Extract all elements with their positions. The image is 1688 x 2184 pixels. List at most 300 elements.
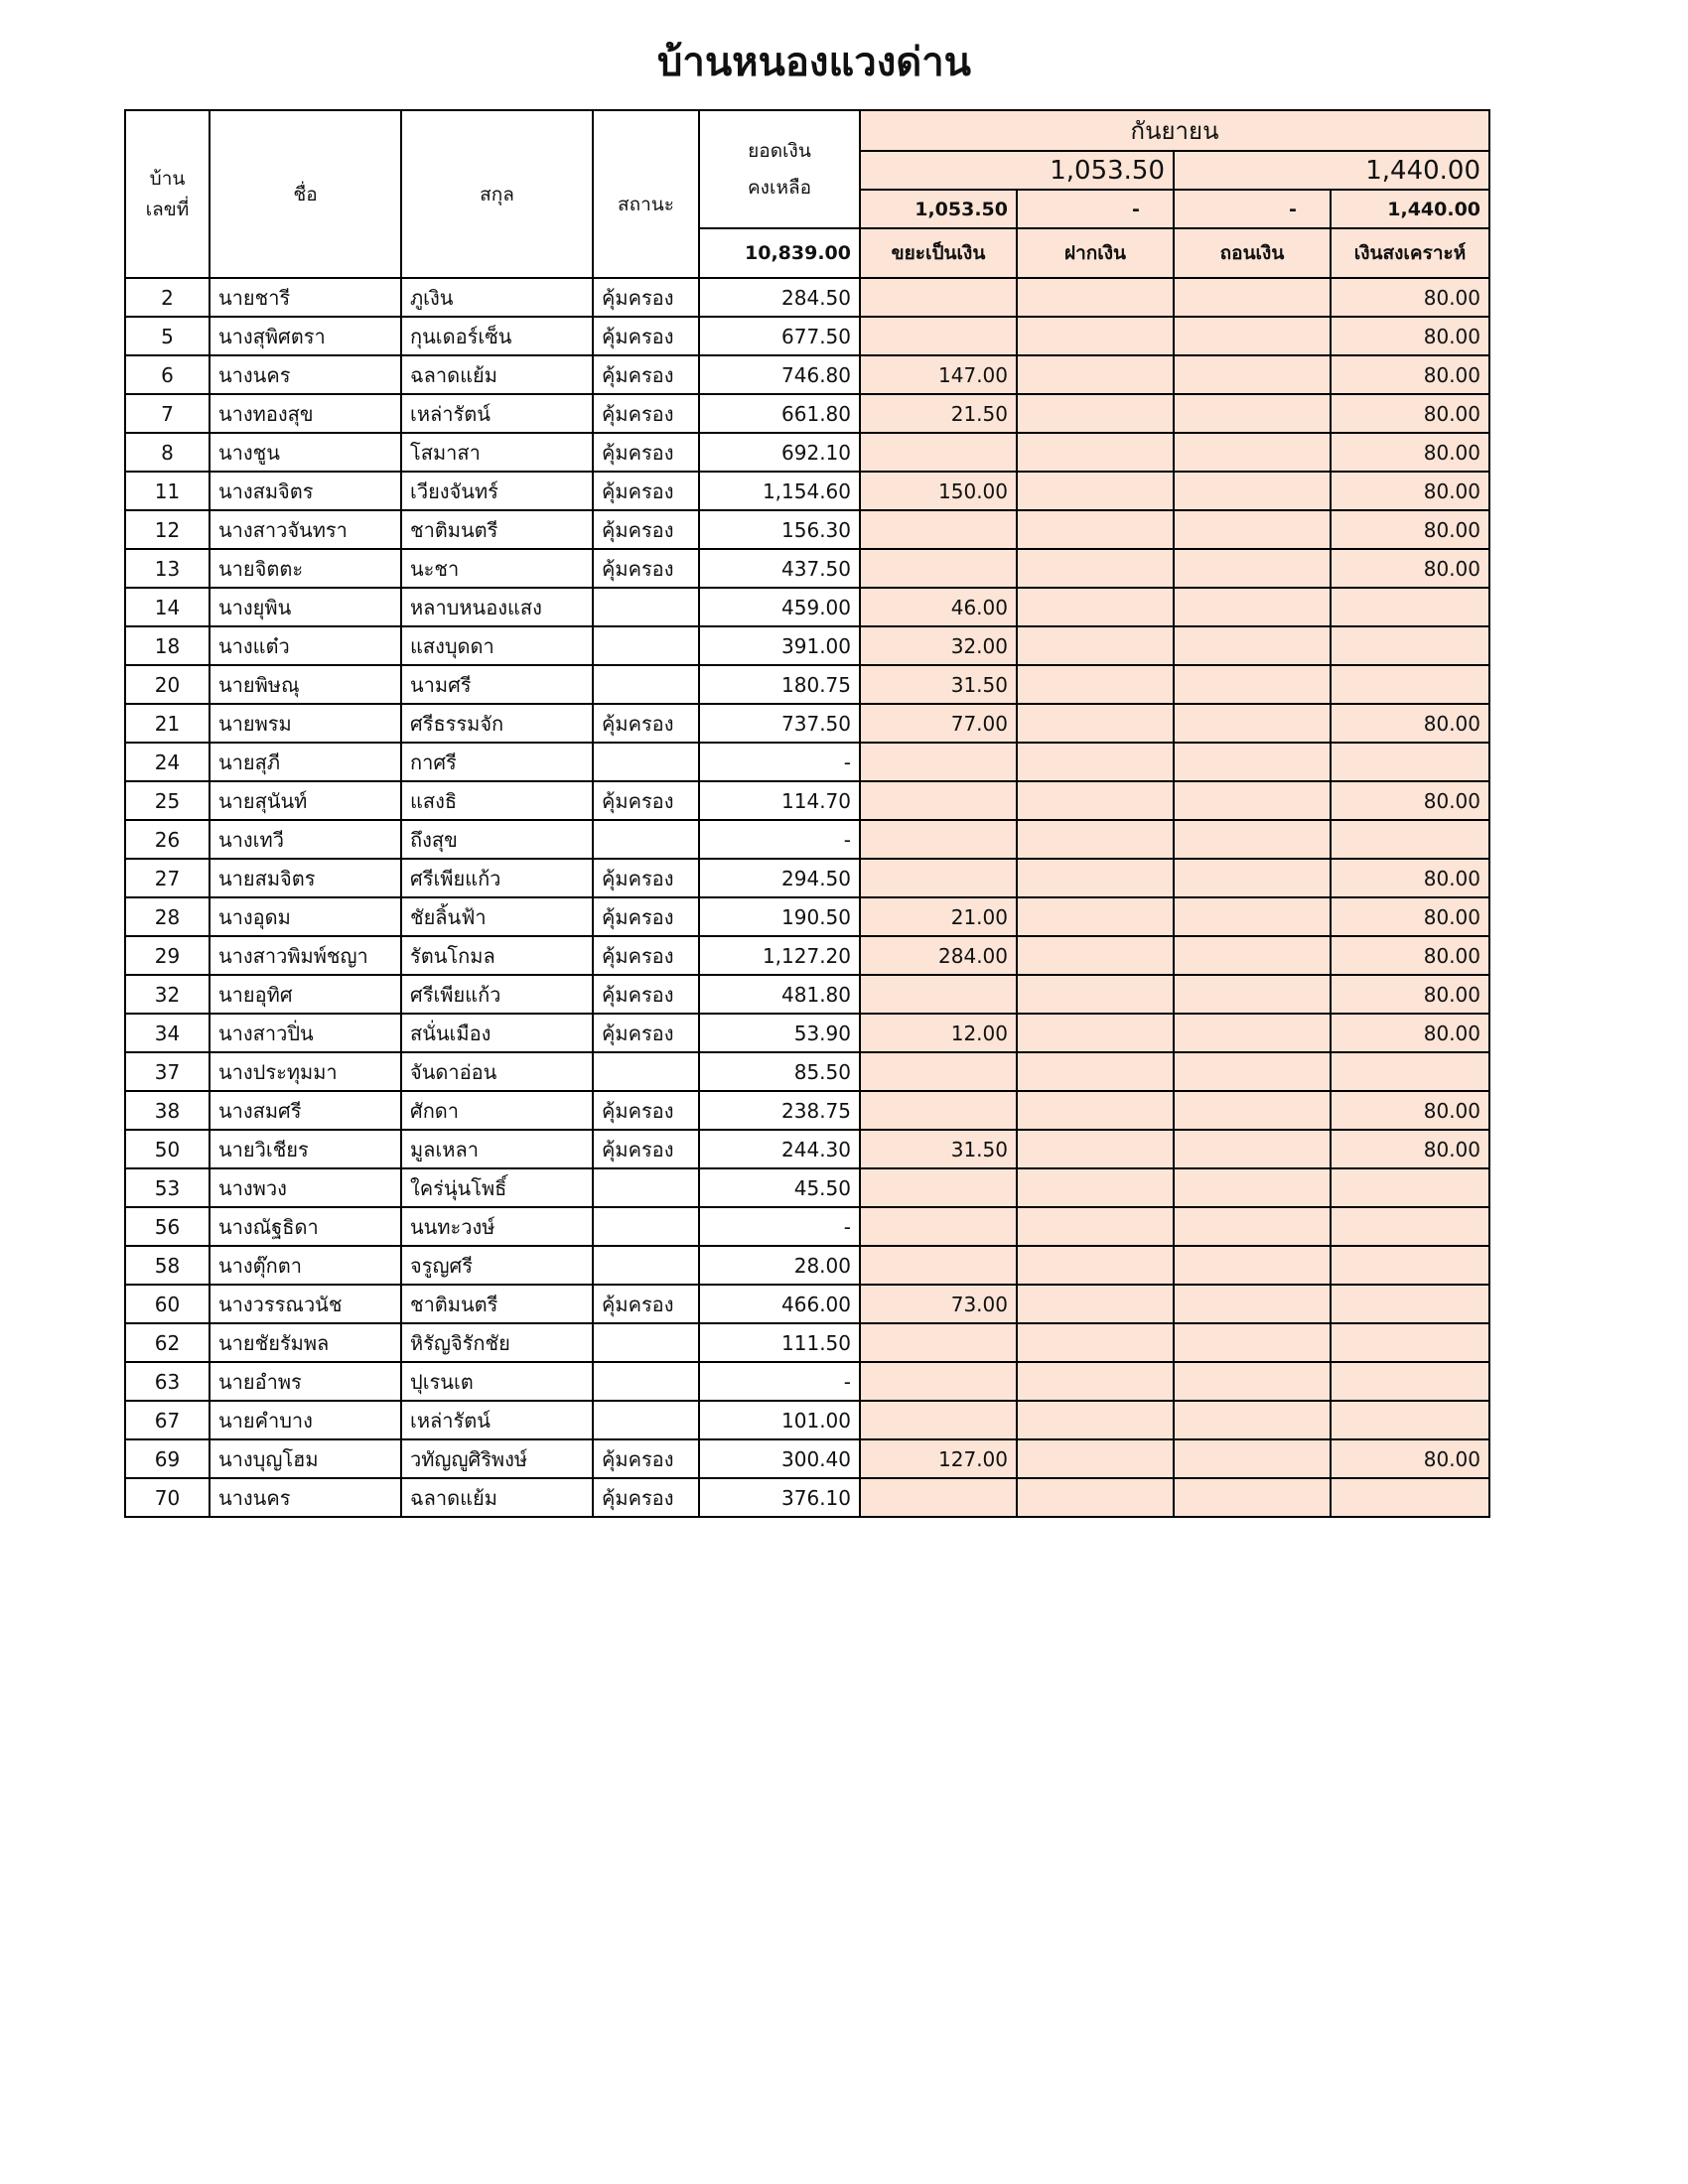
house-no: 63 [125,1362,210,1401]
member-name: นายคำบาง [210,1401,401,1439]
member-status: คุ้มครอง [593,394,699,433]
waste-amount: 31.50 [860,1130,1017,1168]
deposit-amount [1017,820,1174,859]
deposit-amount [1017,1130,1174,1168]
house-no: 6 [125,355,210,394]
house-no: 13 [125,549,210,588]
table-row [125,626,1489,665]
balance: 85.50 [699,1052,860,1091]
deposit-amount [1017,549,1174,588]
table-row [125,1168,1489,1207]
member-status: คุ้มครอง [593,1130,699,1168]
balance: - [699,1207,860,1246]
waste-amount: 150.00 [860,472,1017,510]
balance: 737.50 [699,704,860,743]
member-surname: เวียงจันทร์ [401,472,593,510]
waste-amount: 284.00 [860,936,1017,975]
sub-total-welfare: 1,440.00 [1331,190,1489,228]
member-status: คุ้มครอง [593,975,699,1014]
header-deposit: ฝากเงิน [1017,228,1174,278]
member-name: นางอุดม [210,897,401,936]
house-no: 25 [125,781,210,820]
member-status [593,626,699,665]
member-name: นายอุทิศ [210,975,401,1014]
welfare-amount: 80.00 [1331,1091,1489,1130]
member-surname: ชาติมนตรี [401,510,593,549]
header-balance: ยอดเงิน คงเหลือ [699,110,860,228]
waste-amount: 147.00 [860,355,1017,394]
header-surname: สกุล [401,110,593,278]
member-status [593,1207,699,1246]
balance: 28.00 [699,1246,860,1285]
house-no: 56 [125,1207,210,1246]
waste-amount: 31.50 [860,665,1017,704]
member-name: นางสาวพิมพ์ชญา [210,936,401,975]
waste-amount: 46.00 [860,588,1017,626]
member-status: คุ้มครอง [593,549,699,588]
member-name: นางแต๋ว [210,626,401,665]
balance: 294.50 [699,859,860,897]
member-name: นางชูน [210,433,401,472]
table-row [125,1401,1489,1439]
balance: 101.00 [699,1401,860,1439]
balance: 391.00 [699,626,860,665]
header-month: กันยายน [860,110,1489,151]
house-no: 12 [125,510,210,549]
table-row [125,704,1489,743]
deposit-amount [1017,975,1174,1014]
member-name: นายสมจิตร [210,859,401,897]
member-status: คุ้มครอง [593,1091,699,1130]
house-no: 26 [125,820,210,859]
deposit-amount [1017,588,1174,626]
member-surname: ปุเรนเต [401,1362,593,1401]
member-status: คุ้มครอง [593,1439,699,1478]
member-status [593,1052,699,1091]
balance-total: 10,839.00 [699,228,860,278]
waste-amount [860,859,1017,897]
balance: 481.80 [699,975,860,1014]
member-name: นางประทุมมา [210,1052,401,1091]
sub-total-waste: 1,053.50 [860,190,1017,228]
member-surname: ศรีเพียแก้ว [401,975,593,1014]
member-name: นายวิเชียร [210,1130,401,1168]
house-no: 53 [125,1168,210,1207]
table-row [125,1052,1489,1091]
welfare-amount: 80.00 [1331,897,1489,936]
member-surname: หลาบหนองแสง [401,588,593,626]
balance: 437.50 [699,549,860,588]
withdraw-amount [1174,1401,1331,1439]
member-surname: กุนเดอร์เซ็น [401,317,593,355]
deposit-amount [1017,897,1174,936]
table-row [125,897,1489,936]
waste-amount [860,975,1017,1014]
deposit-amount [1017,472,1174,510]
balance: 238.75 [699,1091,860,1130]
withdraw-amount [1174,1478,1331,1517]
table-row [125,936,1489,975]
member-name: นางสมจิตร [210,472,401,510]
member-surname: กาศรี [401,743,593,781]
header-house-no: บ้าน เลขที่ [125,110,210,278]
withdraw-amount [1174,1168,1331,1207]
member-surname: นนทะวงษ์ [401,1207,593,1246]
header-welfare: เงินสงเคราะห์ [1331,228,1489,278]
balance: 692.10 [699,433,860,472]
house-no: 32 [125,975,210,1014]
deposit-amount [1017,704,1174,743]
house-no: 21 [125,704,210,743]
member-surname: ชาติมนตรี [401,1285,593,1323]
member-name: นางสาวปิ่น [210,1014,401,1052]
member-name: นางสาวจันทรา [210,510,401,549]
waste-amount [860,1362,1017,1401]
member-surname: หิรัญจิรักชัย [401,1323,593,1362]
member-surname: มูลเหลา [401,1130,593,1168]
welfare-amount: 80.00 [1331,278,1489,317]
member-surname: นะชา [401,549,593,588]
withdraw-amount [1174,1207,1331,1246]
waste-amount [860,549,1017,588]
withdraw-amount [1174,472,1331,510]
header-name: ชื่อ [210,110,401,278]
welfare-amount [1331,588,1489,626]
member-status [593,665,699,704]
balance: 284.50 [699,278,860,317]
member-surname: โสมาสา [401,433,593,472]
welfare-amount: 80.00 [1331,355,1489,394]
waste-amount: 32.00 [860,626,1017,665]
withdraw-amount [1174,1323,1331,1362]
welfare-amount: 80.00 [1331,433,1489,472]
balance: 114.70 [699,781,860,820]
balance: 244.30 [699,1130,860,1168]
table-row [125,1285,1489,1323]
welfare-amount [1331,1207,1489,1246]
withdraw-amount [1174,897,1331,936]
balance: 466.00 [699,1285,860,1323]
deposit-amount [1017,626,1174,665]
house-no: 60 [125,1285,210,1323]
waste-amount [860,510,1017,549]
waste-amount [860,1401,1017,1439]
member-status [593,1246,699,1285]
withdraw-amount [1174,1052,1331,1091]
member-status [593,1323,699,1362]
member-status: คุ้มครอง [593,278,699,317]
member-status: คุ้มครอง [593,781,699,820]
welfare-amount: 80.00 [1331,936,1489,975]
withdraw-amount [1174,626,1331,665]
member-status [593,743,699,781]
deposit-amount [1017,1052,1174,1091]
balance: 1,127.20 [699,936,860,975]
deposit-amount [1017,1285,1174,1323]
balance: 111.50 [699,1323,860,1362]
welfare-amount [1331,626,1489,665]
member-surname: ฉลาดแย้ม [401,355,593,394]
member-surname: จรูญศรี [401,1246,593,1285]
waste-amount: 127.00 [860,1439,1017,1478]
member-surname: ถึงสุข [401,820,593,859]
sub-total-withdraw: - [1174,190,1331,228]
table-row [125,278,1489,317]
house-no: 58 [125,1246,210,1285]
member-status: คุ้มครอง [593,472,699,510]
member-surname: รัตนโกมล [401,936,593,975]
withdraw-amount [1174,1439,1331,1478]
member-status: คุ้มครอง [593,433,699,472]
member-name: นายชารี [210,278,401,317]
house-no: 38 [125,1091,210,1130]
withdraw-amount [1174,317,1331,355]
welfare-amount: 80.00 [1331,510,1489,549]
member-status [593,1362,699,1401]
table-row [125,433,1489,472]
waste-amount [860,1323,1017,1362]
house-no: 2 [125,278,210,317]
welfare-amount: 80.00 [1331,317,1489,355]
withdraw-amount [1174,781,1331,820]
member-name: นางสุพิศตรา [210,317,401,355]
balance: 661.80 [699,394,860,433]
welfare-amount [1331,1052,1489,1091]
member-name: นางนคร [210,355,401,394]
withdraw-amount [1174,975,1331,1014]
sub-total-deposit: - [1017,190,1174,228]
welfare-amount [1331,1168,1489,1207]
withdraw-amount [1174,1014,1331,1052]
welfare-amount [1331,1401,1489,1439]
member-surname: ศรีเพียแก้ว [401,859,593,897]
table-row [125,394,1489,433]
house-no: 37 [125,1052,210,1091]
withdraw-amount [1174,588,1331,626]
member-name: นางณัฐธิดา [210,1207,401,1246]
balance: 180.75 [699,665,860,704]
member-status [593,1401,699,1439]
balance: 45.50 [699,1168,860,1207]
member-status: คุ้มครอง [593,897,699,936]
deposit-amount [1017,859,1174,897]
member-surname: วทัญญูศิริพงษ์ [401,1439,593,1478]
member-name: นางวรรณวนัช [210,1285,401,1323]
welfare-amount [1331,1478,1489,1517]
member-name: นางนคร [210,1478,401,1517]
house-no: 67 [125,1401,210,1439]
member-status: คุ้มครอง [593,1478,699,1517]
house-no: 14 [125,588,210,626]
withdraw-amount [1174,433,1331,472]
welfare-amount: 80.00 [1331,704,1489,743]
waste-amount [860,317,1017,355]
balance: 746.80 [699,355,860,394]
withdraw-amount [1174,665,1331,704]
house-no: 27 [125,859,210,897]
member-surname: ศรีธรรมจัก [401,704,593,743]
member-surname: แสงธิ [401,781,593,820]
welfare-amount: 80.00 [1331,394,1489,433]
group-total-2: 1,440.00 [1174,151,1489,190]
deposit-amount [1017,278,1174,317]
member-status: คุ้มครอง [593,859,699,897]
member-status [593,1168,699,1207]
waste-amount: 21.50 [860,394,1017,433]
welfare-amount [1331,1362,1489,1401]
member-name: นายพรม [210,704,401,743]
balance: 156.30 [699,510,860,549]
member-surname: เหล่ารัตน์ [401,394,593,433]
member-name: นางพวง [210,1168,401,1207]
member-surname: จันดาอ่อน [401,1052,593,1091]
house-no: 50 [125,1130,210,1168]
withdraw-amount [1174,1246,1331,1285]
house-no: 5 [125,317,210,355]
waste-amount: 73.00 [860,1285,1017,1323]
table-row [125,1323,1489,1362]
house-no: 8 [125,433,210,472]
welfare-amount [1331,743,1489,781]
withdraw-amount [1174,278,1331,317]
member-name: นายชัยรัมพล [210,1323,401,1362]
withdraw-amount [1174,355,1331,394]
header-withdraw: ถอนเงิน [1174,228,1331,278]
table-row [125,781,1489,820]
waste-amount [860,1091,1017,1130]
waste-amount: 21.00 [860,897,1017,936]
house-no: 69 [125,1439,210,1478]
table-row [125,1207,1489,1246]
member-status: คุ้มครอง [593,1285,699,1323]
deposit-amount [1017,1207,1174,1246]
welfare-amount [1331,665,1489,704]
welfare-amount: 80.00 [1331,781,1489,820]
balance: 53.90 [699,1014,860,1052]
house-no: 24 [125,743,210,781]
welfare-amount [1331,1246,1489,1285]
table-row [125,588,1489,626]
table-row [125,859,1489,897]
member-name: นายพิษณุ [210,665,401,704]
table-row [125,1246,1489,1285]
deposit-amount [1017,1323,1174,1362]
withdraw-amount [1174,549,1331,588]
member-status: คุ้มครอง [593,1014,699,1052]
waste-amount: 77.00 [860,704,1017,743]
header-waste: ขยะเป็นเงิน [860,228,1017,278]
welfare-amount: 80.00 [1331,859,1489,897]
header-status: สถานะ [593,110,699,278]
deposit-amount [1017,1401,1174,1439]
member-surname: ฉลาดแย้ม [401,1478,593,1517]
withdraw-amount [1174,704,1331,743]
house-no: 29 [125,936,210,975]
welfare-amount [1331,1285,1489,1323]
withdraw-amount [1174,1091,1331,1130]
member-name: นางยุพิน [210,588,401,626]
member-status [593,588,699,626]
waste-amount [860,820,1017,859]
table-row [125,1478,1489,1517]
balance: 459.00 [699,588,860,626]
member-name: นายสุนันท์ [210,781,401,820]
table-row [125,665,1489,704]
withdraw-amount [1174,1285,1331,1323]
withdraw-amount [1174,1130,1331,1168]
house-no: 62 [125,1323,210,1362]
deposit-amount [1017,1439,1174,1478]
withdraw-amount [1174,859,1331,897]
table-row [125,1130,1489,1168]
withdraw-amount [1174,1362,1331,1401]
welfare-amount: 80.00 [1331,975,1489,1014]
balance: 190.50 [699,897,860,936]
deposit-amount [1017,510,1174,549]
member-status: คุ้มครอง [593,936,699,975]
waste-amount [860,433,1017,472]
deposit-amount [1017,317,1174,355]
withdraw-amount [1174,936,1331,975]
member-name: นางทองสุข [210,394,401,433]
withdraw-amount [1174,394,1331,433]
table-row [125,549,1489,588]
table-row [125,1091,1489,1130]
deposit-amount [1017,1091,1174,1130]
house-no: 11 [125,472,210,510]
house-no: 18 [125,626,210,665]
deposit-amount [1017,433,1174,472]
table-row [125,355,1489,394]
member-name: นายจิตตะ [210,549,401,588]
member-status: คุ้มครอง [593,317,699,355]
table-row [125,1362,1489,1401]
waste-amount: 12.00 [860,1014,1017,1052]
deposit-amount [1017,936,1174,975]
member-surname: นามศรี [401,665,593,704]
member-status: คุ้มครอง [593,510,699,549]
deposit-amount [1017,394,1174,433]
deposit-amount [1017,1362,1174,1401]
waste-amount [860,781,1017,820]
withdraw-amount [1174,820,1331,859]
member-status: คุ้มครอง [593,704,699,743]
member-name: นายสุภี [210,743,401,781]
house-no: 28 [125,897,210,936]
savings-table [124,109,1490,1518]
deposit-amount [1017,1014,1174,1052]
house-no: 7 [125,394,210,433]
balance: 1,154.60 [699,472,860,510]
group-total-1: 1,053.50 [860,151,1174,190]
balance: - [699,820,860,859]
withdraw-amount [1174,743,1331,781]
table-row [125,510,1489,549]
balance: 376.10 [699,1478,860,1517]
welfare-amount: 80.00 [1331,1439,1489,1478]
deposit-amount [1017,1168,1174,1207]
withdraw-amount [1174,510,1331,549]
table-row [125,1439,1489,1478]
waste-amount [860,1478,1017,1517]
member-name: นางเทวี [210,820,401,859]
waste-amount [860,1052,1017,1091]
member-surname: ศักดา [401,1091,593,1130]
welfare-amount [1331,1323,1489,1362]
deposit-amount [1017,743,1174,781]
member-name: นางสมศรี [210,1091,401,1130]
table-row [125,472,1489,510]
